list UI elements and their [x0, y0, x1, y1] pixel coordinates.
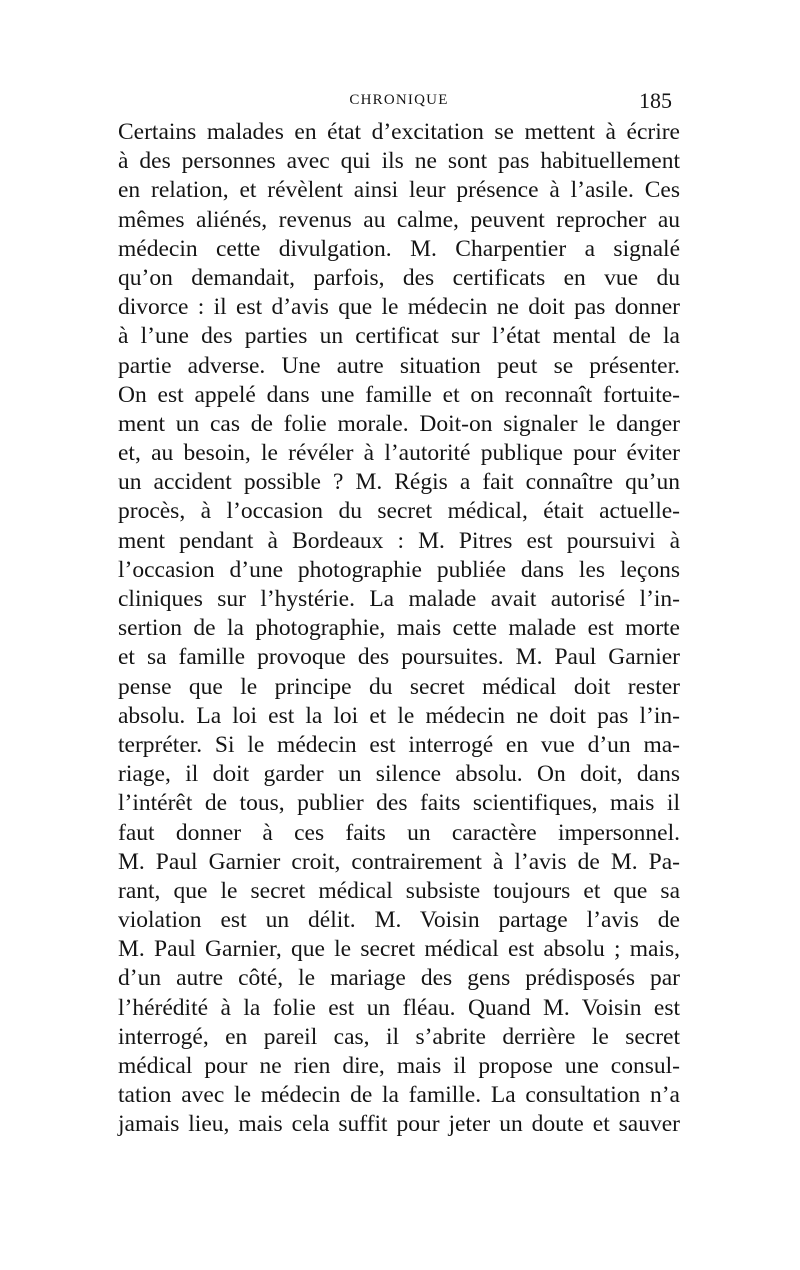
- text-line: divorce : il est d’avis que le médecin ne doit pas donner: [118, 294, 680, 321]
- text-line: terpréter. Si le médecin est interrogé en vue d’un ma-: [118, 731, 680, 758]
- text-line: Certains malades en état d’excitation se mettent à écrire: [118, 119, 680, 145]
- text-line: qu’on demandait, parfois, des certificats en vue du: [118, 264, 680, 291]
- text-line: faut donner à ces faits un caractère impersonnel.: [118, 819, 680, 846]
- text-line: médical pour ne rien dire, mais il propose une consul-: [118, 1053, 680, 1079]
- body-text: [118, 118, 680, 1140]
- page-header: [118, 88, 680, 122]
- text-line: et sa famille provoque des poursuites. M. Paul Garnier: [118, 644, 680, 671]
- text-line: riage, il doit garder un silence absolu. On doit, dans: [118, 761, 680, 788]
- text-line: à l’une des parties un certificat sur l’état mental de la: [118, 323, 680, 350]
- text-line: partie adverse. Une autre situation peut se présenter.: [118, 352, 680, 379]
- text-line: pense que le principe du secret médical doit rester: [118, 673, 680, 700]
- text-line: jamais lieu, mais cela suffit pour jeter un doute et sauver: [118, 1111, 680, 1138]
- text-line: en relation, et révèlent ainsi leur présence à l’asile. Ces: [118, 177, 680, 204]
- text-line: ment un cas de folie morale. Doit-on signaler le danger: [118, 410, 680, 437]
- text-line: violation est un délit. M. Voisin partage l’avis de: [118, 907, 680, 934]
- text-line: procès, à l’occasion du secret médical, était actuelle-: [118, 498, 680, 525]
- text-line: et, au besoin, le révéler à l’autorité publique pour éviter: [118, 440, 680, 467]
- text-line: absolu. La loi est la loi et le médecin ne doit pas l’in-: [118, 702, 680, 729]
- text-line: l’occasion d’une photographie publiée dans les leçons: [118, 556, 680, 583]
- text-line: ment pendant à Bordeaux : M. Pitres est poursuivi à: [118, 527, 680, 554]
- text-line: sertion de la photographie, mais cette malade est morte: [118, 615, 680, 642]
- text-line: M. Paul Garnier, que le secret médical est absolu ; mais,: [118, 936, 680, 963]
- text-line: à des personnes avec qui ils ne sont pas habituellement: [118, 148, 680, 175]
- text-line: On est appelé dans une famille et on reconnaît fortuite-: [118, 381, 680, 408]
- text-line: M. Paul Garnier croit, contrairement à l’avis de M. Pa-: [118, 848, 680, 875]
- text-line: médecin cette divulgation. M. Charpentier a signalé: [118, 235, 680, 262]
- text-line: l’hérédité à la folie est un fléau. Quand M. Voisin est: [118, 994, 680, 1021]
- text-line: un accident possible ? M. Régis a fait connaître qu’un: [118, 469, 680, 496]
- text-line: mêmes aliénés, revenus au calme, peuvent reprocher au: [118, 206, 680, 233]
- page-number: 185: [639, 88, 672, 113]
- text-line: interrogé, en pareil cas, il s’abrite derrière le secret: [118, 1023, 680, 1050]
- text-line: cliniques sur l’hystérie. La malade avait autorisé l’in-: [118, 586, 680, 612]
- text-line: d’un autre côté, le mariage des gens prédisposés par: [118, 965, 680, 992]
- text-line: l’intérêt de tous, publier des faits scientifiques, mais il: [118, 790, 680, 817]
- text-line: tation avec le médecin de la famille. La consultation n’a: [118, 1082, 680, 1109]
- text-line: rant, que le secret médical subsiste toujours et que sa: [118, 877, 680, 904]
- running-title: CHRONIQUE: [349, 92, 449, 108]
